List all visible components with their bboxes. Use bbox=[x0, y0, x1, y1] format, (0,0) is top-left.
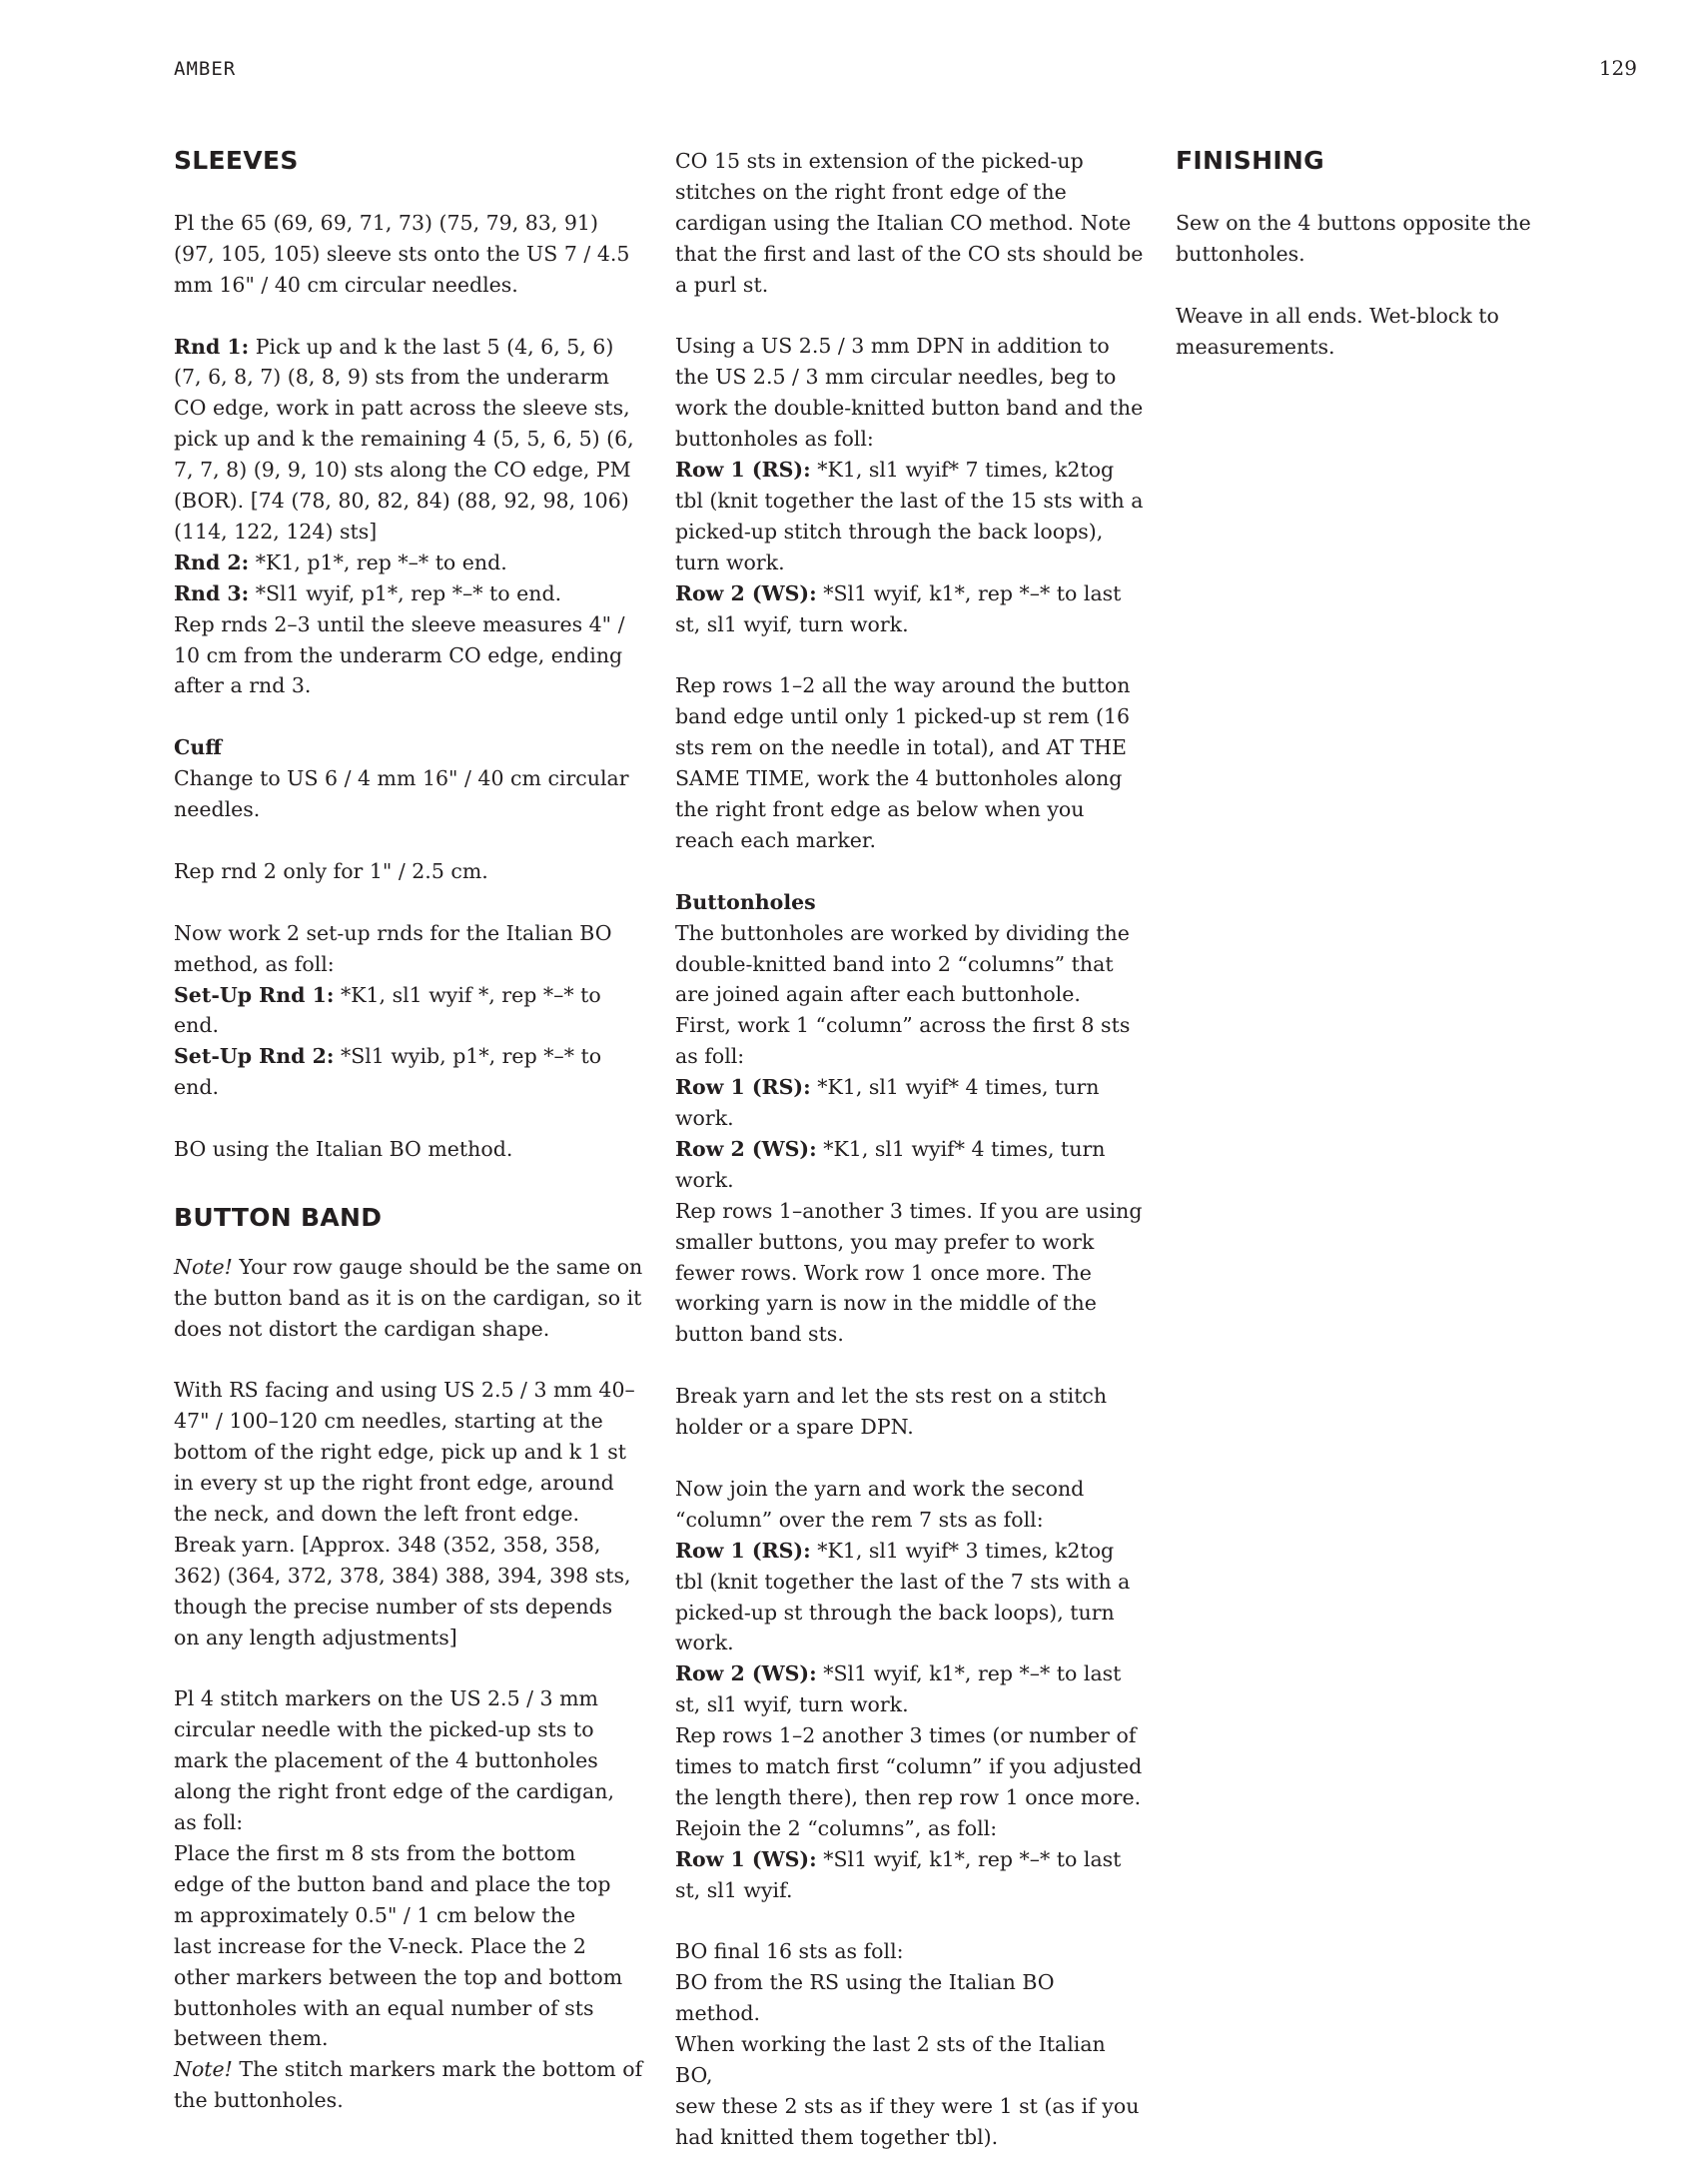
rep-rnd2: Rep rnd 2 only for 1" / 2.5 cm. bbox=[174, 858, 488, 883]
bo-final-line: sew these 2 sts as if they were 1 st (as if you bbox=[675, 2094, 1140, 2118]
setup-intro: Now work 2 set-up rnds for the Italian BO method, as foll: bbox=[174, 920, 612, 976]
rnd3 bbox=[174, 578, 643, 609]
rnd2-text: *K1, p1*, rep *–* to end. bbox=[249, 549, 507, 574]
rnd1-text: Pick up and k the last 5 (4, 6, 5, 6) (7, 6, 8, 7) (8, 8, 9) sts from the underarm CO edge, work in patt across the sleeve sts, pick up and k the remaining 4 (5, 5, 6, 5) (6, 7, 7, 8) (9, 9, 10) sts along the CO edge, PM (BOR). [74 (78, 80, 82, 84) (88, 92, 98, 106) (114, 122, 124) sts] bbox=[174, 334, 634, 544]
bh-row1-text: *K1, sl1 wyif* 4 times, turn work. bbox=[675, 1075, 1100, 1131]
column-3 bbox=[1176, 146, 1645, 393]
row2-label: Row 2 (WS): bbox=[675, 580, 817, 605]
rep-rnds: Rep rnds 2–3 until the sleeve measures 4" / 10 cm from the underarm CO edge, ending after a rnd 3. bbox=[174, 611, 625, 698]
column-1 bbox=[174, 146, 643, 2147]
c2-row2 bbox=[675, 1658, 1145, 1720]
rnd1-label: Rnd 1: bbox=[174, 334, 250, 359]
c2-row2-label: Row 2 (WS): bbox=[675, 1661, 817, 1686]
row1-text: *K1, sl1 wyif* 7 times, k2tog tbl (knit together the last of the 15 sts with a picked-up stitch through the back loops), turn work. bbox=[675, 458, 1144, 574]
buttons-text: Sew on the 4 buttons opposite the buttonholes. bbox=[1176, 210, 1531, 266]
rep-rows-text: Rep rows 1–2 all the way around the button band edge until only 1 picked-up st rem (16 sts rem on the needle in total), and AT THE SAME TIME, work the 4 buttonholes along the right front edge as below when you reach each marker. bbox=[675, 673, 1131, 852]
note-text: Your row gauge should be the same on the button band as it is on the cardigan, so it does not distort the cardigan shape. bbox=[174, 1254, 643, 1341]
cuff-heading: Cuff bbox=[174, 735, 223, 760]
rnd2 bbox=[174, 547, 643, 578]
c2-row1-text: *K1, sl1 wyif* 3 times, k2tog tbl (knit together the last of the 7 sts with a picked-up st through the back loops), turn work. bbox=[675, 1538, 1131, 1655]
join-block bbox=[675, 1474, 1145, 1906]
setup-block bbox=[174, 918, 643, 1103]
place-line: buttonholes with an equal number of sts bbox=[174, 1995, 594, 2020]
row1-label: Row 1 (RS): bbox=[675, 458, 811, 483]
row2 bbox=[675, 578, 1145, 640]
place-line: m approximately 0.5" / 1 cm below the bbox=[174, 1902, 576, 1927]
finishing-heading: FINISHING bbox=[1176, 146, 1324, 175]
bo-final-line: When working the last 2 sts of the Italian BO, bbox=[675, 2032, 1106, 2088]
place-line: Place the first m 8 sts from the bottom bbox=[174, 1841, 576, 1866]
rnd3-text: *Sl1 wyif, p1*, rep *–* to end. bbox=[249, 580, 562, 605]
setup2-text: *Sl1 wyib, p1*, rep *–* to end. bbox=[174, 1044, 602, 1100]
note-label: Note! bbox=[174, 1254, 233, 1279]
rnd1 bbox=[174, 332, 643, 547]
dpn-block bbox=[675, 331, 1145, 639]
setup1-text: *K1, sl1 wyif *, rep *–* to end. bbox=[174, 982, 601, 1038]
rejoin-text: Rejoin the 2 “columns”, as foll: bbox=[675, 1815, 998, 1840]
c2-row1 bbox=[675, 1536, 1145, 1659]
sleeves-rounds bbox=[174, 332, 643, 702]
dpn-text: Using a US 2.5 / 3 mm DPN in addition to the US 2.5 / 3 mm circular needles, beg to work the double-knitted button band and the buttonholes as foll: bbox=[675, 334, 1144, 452]
rejoin-row-text: *Sl1 wyif, k1*, rep *–* to last st, sl1 wyif. bbox=[675, 1846, 1122, 1902]
bh-row1-label: Row 1 (RS): bbox=[675, 1075, 811, 1100]
join-text: Now join the yarn and work the second “column” over the rem 7 sts as foll: bbox=[675, 1476, 1085, 1532]
cuff-block bbox=[174, 732, 643, 825]
c2-row1-label: Row 1 (RS): bbox=[675, 1538, 811, 1563]
note2-text: The stitch markers mark the bottom of the buttonholes. bbox=[174, 2057, 643, 2113]
rnd2-label: Rnd 2: bbox=[174, 549, 250, 574]
bh-rep-text: Rep rows 1–another 3 times. If you are using smaller buttons, you may prefer to work fewer rows. Work row 1 once more. The working yarn is now in the middle of the button band sts. bbox=[675, 1198, 1143, 1347]
buttonholes-intro: The buttonholes are worked by dividing the double-knitted band into 2 “columns” that are joined again after each buttonhole. bbox=[675, 920, 1130, 1007]
sleeves-heading: SLEEVES bbox=[174, 146, 299, 175]
rejoin-row-label: Row 1 (WS): bbox=[675, 1846, 817, 1871]
c2-rep-text: Rep rows 1–2 another 3 times (or number of times to match first “column” if you adjusted the length there), then rep row 1 once more. bbox=[675, 1723, 1143, 1809]
row1 bbox=[675, 455, 1145, 578]
bh-row2-label: Row 2 (WS): bbox=[675, 1136, 817, 1161]
bo-final-line: had knitted them together tbl). bbox=[675, 2124, 999, 2149]
first-column: First, work 1 “column” across the first 8 sts as foll: bbox=[675, 1013, 1131, 1069]
break-text: Break yarn and let the sts rest on a stitch holder or a spare DPN. bbox=[675, 1384, 1108, 1440]
rnd3-label: Rnd 3: bbox=[174, 580, 250, 605]
bh-row1 bbox=[675, 1072, 1145, 1134]
bh-row2 bbox=[675, 1134, 1145, 1196]
bo-text: BO using the Italian BO method. bbox=[174, 1137, 513, 1162]
bo-final-line: BO from the RS using the Italian BO method. bbox=[675, 1970, 1055, 2026]
note2 bbox=[174, 2054, 643, 2116]
setup1-label: Set-Up Rnd 1: bbox=[174, 982, 335, 1007]
place-line: last increase for the V-neck. Place the 2 bbox=[174, 1933, 586, 1958]
weave-text: Weave in all ends. Wet-block to measurements. bbox=[1176, 303, 1499, 359]
bh-row2-text: *K1, sl1 wyif* 4 times, turn work. bbox=[675, 1136, 1106, 1192]
button-band-heading: BUTTON BAND bbox=[174, 1202, 383, 1232]
place-line: other markers between the top and bottom bbox=[174, 1964, 623, 1989]
rejoin-row bbox=[675, 1844, 1145, 1906]
column-2 bbox=[675, 146, 1145, 2184]
cuff-text: Change to US 6 / 4 mm 16" / 40 cm circular needles. bbox=[174, 766, 629, 822]
markers-block bbox=[174, 1683, 643, 2116]
c2-row2-text: *Sl1 wyif, k1*, rep *–* to last st, sl1 wyif, turn work. bbox=[675, 1661, 1122, 1717]
button-band-note bbox=[174, 1252, 643, 1345]
row2-text: *Sl1 wyif, k1*, rep *–* to last st, sl1 wyif, turn work. bbox=[675, 580, 1122, 636]
place-line: between them. bbox=[174, 2026, 329, 2051]
pickup-text: With RS facing and using US 2.5 / 3 mm 40–47" / 100–120 cm needles, starting at the bottom of the right edge, pick up and k 1 st in every st up the right front edge, around the neck, and down the left front edge. Break yarn. [Approx. 348 (352, 358, 358, 362) (364, 372, 378, 384) 388, 394, 398 sts, though the precise number of sts depends on any length adjustments] bbox=[174, 1378, 635, 1649]
note2-label: Note! bbox=[174, 2057, 233, 2082]
buttonholes-block bbox=[675, 887, 1145, 1351]
running-head: AMBER bbox=[174, 58, 237, 80]
markers-text: Pl 4 stitch markers on the US 2.5 / 3 mm circular needle with the picked-up sts to mark the placement of the 4 buttonholes along the right front edge of the cardigan, as foll: bbox=[174, 1686, 614, 1835]
setup2-label: Set-Up Rnd 2: bbox=[174, 1044, 335, 1069]
sleeves-intro: Pl the 65 (69, 69, 71, 73) (75, 79, 83, 91) (97, 105, 105) sleeve sts onto the US 7 / 4.5 mm 16" / 40 cm circular needles. bbox=[174, 210, 630, 297]
buttonholes-heading: Buttonholes bbox=[675, 889, 816, 914]
co-text: CO 15 sts in extension of the picked-up stitches on the right front edge of the cardigan using the Italian CO method. Note that the first and last of the CO sts should be a purl st. bbox=[675, 149, 1144, 297]
setup-rnd1 bbox=[174, 980, 643, 1042]
bo-final-line: BO final 16 sts as foll: bbox=[675, 1939, 904, 1964]
setup-rnd2 bbox=[174, 1041, 643, 1103]
bo-final-block bbox=[675, 1936, 1145, 2152]
page-number: 129 bbox=[1598, 56, 1637, 80]
place-line: edge of the button band and place the top bbox=[174, 1871, 611, 1896]
